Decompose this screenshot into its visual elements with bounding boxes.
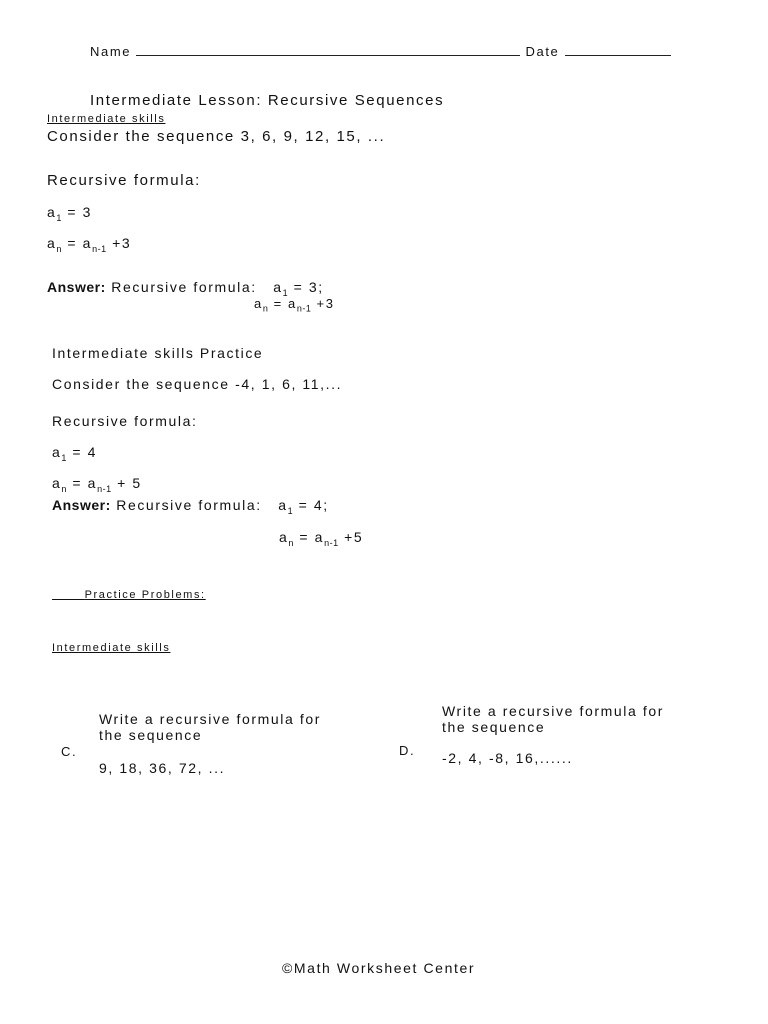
name-blank-line bbox=[136, 44, 520, 56]
subscript: n bbox=[56, 243, 62, 254]
example2-an: $a_n = a_{n-1} + 5$ bbox=[52, 475, 142, 494]
example2-heading: Intermediate skills Practice bbox=[52, 345, 264, 361]
subscript: n bbox=[61, 483, 67, 494]
subscript: 1 bbox=[61, 452, 67, 463]
an-eq: = a bbox=[66, 475, 98, 491]
date-blank-line bbox=[565, 44, 671, 56]
answer-text: Recursive formula: bbox=[116, 497, 262, 513]
page-title: Intermediate Lesson: Recursive Sequences bbox=[90, 92, 445, 109]
subscript: n-1 bbox=[324, 537, 339, 548]
problem-c-line2: the sequence bbox=[99, 727, 203, 743]
subscript: 1 bbox=[287, 505, 294, 516]
example1-answer: Answer: Recursive formula: $a_1 = 3$; bbox=[47, 279, 324, 298]
name-label: Name bbox=[90, 44, 132, 59]
an-value: +3 bbox=[311, 296, 335, 311]
example2-answer: Answer: Recursive formula: $a_1 = 4$; bbox=[52, 497, 329, 516]
an-value: + 5 bbox=[111, 475, 142, 491]
example1-answer-an: $a_n = a_{n-1} +3$ bbox=[254, 296, 335, 314]
an-value: +3 bbox=[106, 235, 132, 251]
name-field bbox=[90, 44, 671, 59]
problem-d-line1: Write a recursive formula for bbox=[442, 703, 664, 719]
example2-formula-heading: Recursive formula: bbox=[52, 413, 198, 429]
example2-a1: $a_1 = 4$ bbox=[52, 444, 98, 463]
problem-c-line1: Write a recursive formula for bbox=[99, 711, 321, 727]
example1-an: $a_n = a_{n-1} +3$ bbox=[47, 235, 132, 254]
problem-c-letter: C. bbox=[61, 744, 78, 759]
problem-c-sequence: 9, 18, 36, 72, ... bbox=[99, 760, 226, 776]
problem-d-line2: the sequence bbox=[442, 719, 546, 735]
an-eq: = a bbox=[293, 529, 325, 545]
subscript: n bbox=[262, 303, 269, 314]
example2-prompt: Consider the sequence -4, 1, 6, 11,... bbox=[52, 376, 343, 392]
example2-answer-an: $a_n = a_{n-1} +5$ bbox=[279, 529, 364, 548]
answer-a1-value: = 3; bbox=[288, 279, 324, 295]
subscript: n-1 bbox=[296, 303, 312, 314]
footer-copyright: ©Math Worksheet Center bbox=[282, 960, 476, 976]
answer-a1-value: = 4; bbox=[293, 497, 329, 513]
an-eq: = a bbox=[61, 235, 93, 251]
subscript: n-1 bbox=[97, 483, 112, 494]
subscript: 1 bbox=[56, 212, 62, 223]
an-value: +5 bbox=[338, 529, 364, 545]
practice-heading-text: Practice Problems: bbox=[84, 589, 206, 601]
subscript: 1 bbox=[282, 287, 289, 298]
example1-formula-heading: Recursive formula: bbox=[47, 172, 201, 189]
date-label: Date bbox=[525, 44, 560, 59]
answer-text: Recursive formula: bbox=[111, 279, 257, 295]
an-eq: = a bbox=[268, 296, 297, 311]
problem-d-letter: D. bbox=[399, 743, 416, 758]
problem-d-sequence: -2, 4, -8, 16,...... bbox=[442, 750, 573, 766]
example1-prompt: Consider the sequence 3, 6, 9, 12, 15, ... bbox=[47, 128, 386, 145]
practice-skill-label: Intermediate skills bbox=[52, 642, 171, 654]
answer-label: Answer: bbox=[47, 279, 106, 295]
practice-heading bbox=[52, 589, 206, 601]
skill-label-1: Intermediate skills bbox=[47, 113, 166, 125]
answer-label: Answer: bbox=[52, 497, 111, 513]
example1-a1: $a_1 = 3$ bbox=[47, 204, 93, 223]
a1-value: = 3 bbox=[61, 204, 93, 220]
a1-value: = 4 bbox=[66, 444, 98, 460]
subscript: n bbox=[288, 537, 294, 548]
subscript: n-1 bbox=[92, 243, 107, 254]
